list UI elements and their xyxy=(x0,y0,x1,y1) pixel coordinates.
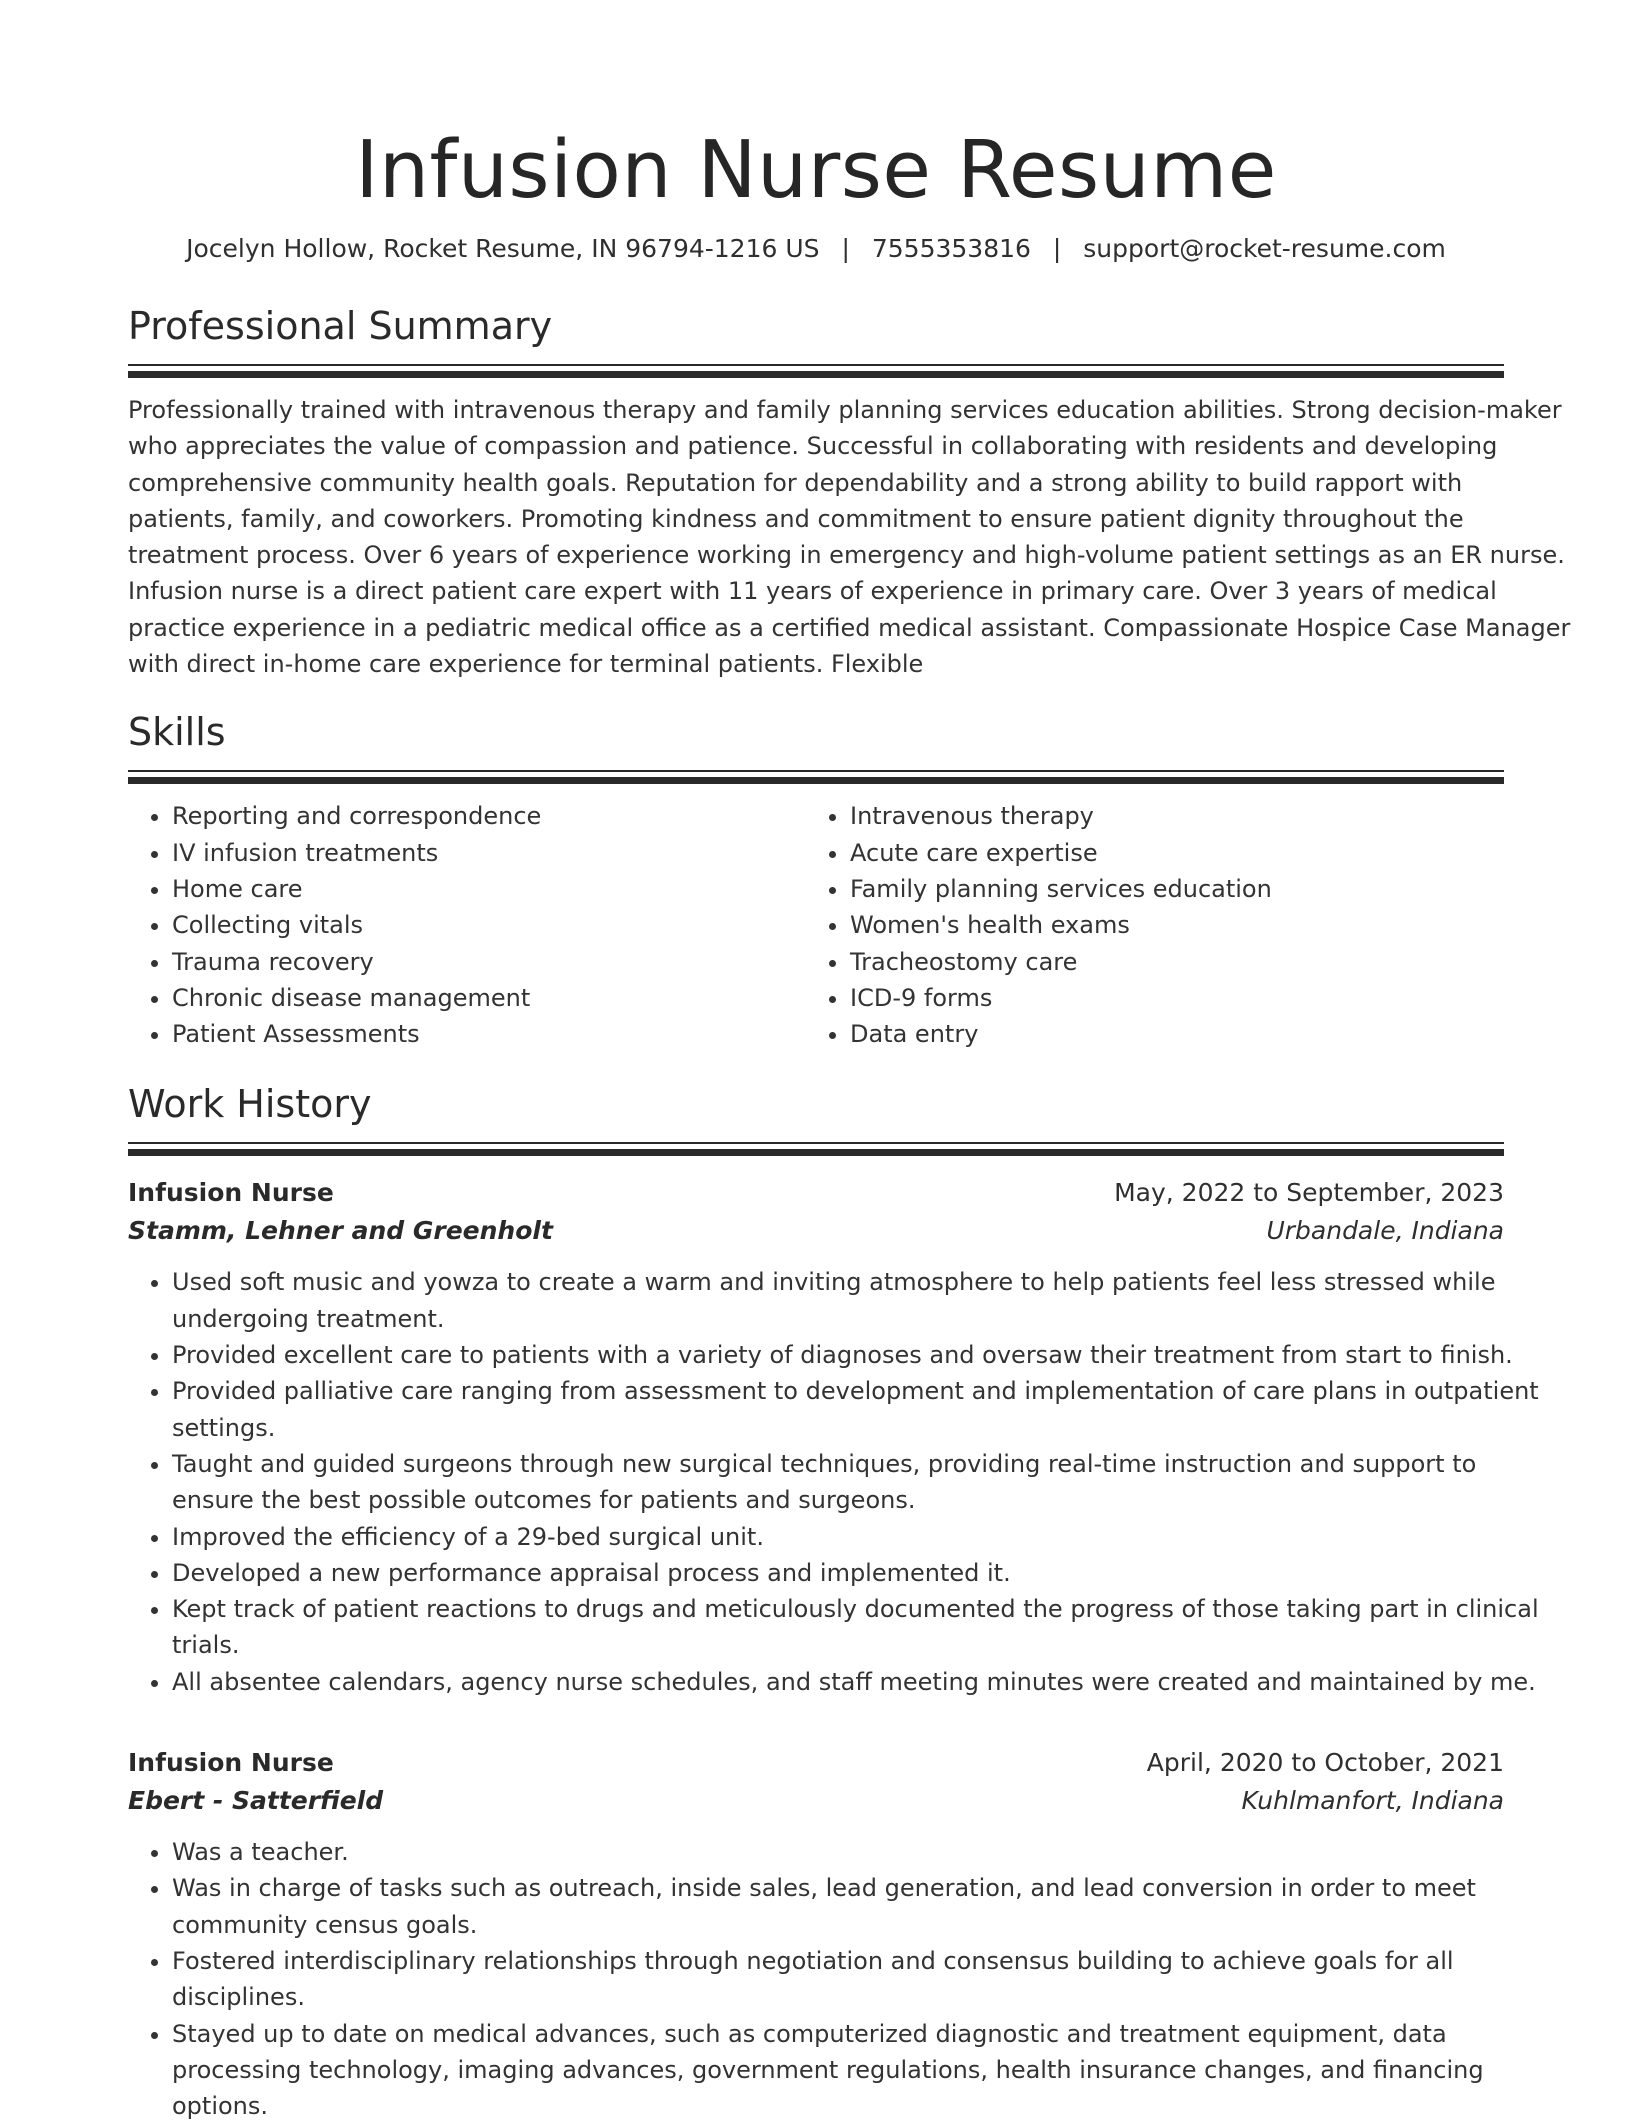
duty-line: ensure the best possible outcomes for patients and surgeons. xyxy=(172,1482,1504,1518)
summary-line: with direct in-home care experience for terminal patients. Flexible xyxy=(128,646,1504,682)
duty-line: • Fostered interdisciplinary relationships through negotiation and consensus building to achieve goals for all xyxy=(172,1943,1504,1979)
job-entry xyxy=(128,1174,1504,1700)
duty-line: community census goals. xyxy=(172,1907,1504,1943)
duty-line: • Taught and guided surgeons through new surgical techniques, providing real-time instruction and support to xyxy=(172,1446,1504,1482)
duty-line: undergoing treatment. xyxy=(172,1301,1504,1337)
job-entry xyxy=(128,1744,1504,2124)
summary-line: Infusion nurse is a direct patient care expert with 11 years of experience in primary care. Over 3 years of medical xyxy=(128,573,1504,609)
work-section xyxy=(128,1080,1504,2124)
section-divider xyxy=(128,1149,1504,1156)
job-company: Stamm, Lehner and Greenholt xyxy=(128,1212,553,1250)
job-dates: May, 2022 to September, 2023 xyxy=(1114,1174,1504,1212)
duty-line: • Improved the efficiency of a 29-bed surgical unit. xyxy=(172,1519,1504,1555)
section-divider xyxy=(128,770,1504,772)
contact-phone: 7555353816 xyxy=(872,234,1031,263)
summary-section xyxy=(128,302,1504,682)
duty-line: trials. xyxy=(172,1627,1504,1663)
duty-line: options. xyxy=(172,2088,1504,2124)
duty-line: • Used soft music and yowza to create a warm and inviting atmosphere to help patients feel less stressed while xyxy=(172,1264,1504,1300)
section-heading: Work History xyxy=(128,1080,1504,1128)
duty-item xyxy=(172,1519,1504,1555)
skill-item: • Home care xyxy=(172,871,806,907)
summary-line: who appreciates the value of compassion and patience. Successful in collaborating with residents and developing xyxy=(128,428,1504,464)
job-header-row xyxy=(128,1744,1504,1782)
summary-line: Professionally trained with intravenous therapy and family planning services education abilities. Strong decision-maker xyxy=(128,392,1504,428)
duty-line: • Was a teacher. xyxy=(172,1834,1504,1870)
skill-item: • Trauma recovery xyxy=(172,944,806,980)
duty-item xyxy=(172,1870,1504,1943)
job-subheader-row xyxy=(128,1782,1504,1820)
duty-line: processing technology, imaging advances, government regulations, health insurance changes, and financing xyxy=(172,2052,1504,2088)
duty-item xyxy=(172,1591,1504,1664)
duty-item xyxy=(172,1446,1504,1519)
duty-item xyxy=(172,1943,1504,2016)
duty-line: • Kept track of patient reactions to drugs and meticulously documented the progress of those taking part in clinical xyxy=(172,1591,1504,1627)
duty-item xyxy=(172,1337,1504,1373)
duty-line: settings. xyxy=(172,1410,1504,1446)
job-title: Infusion Nurse xyxy=(128,1744,334,1782)
duty-item xyxy=(172,2016,1504,2124)
job-location: Urbandale, Indiana xyxy=(1266,1212,1504,1250)
duty-line: • Developed a new performance appraisal process and implemented it. xyxy=(172,1555,1504,1591)
job-dates: April, 2020 to October, 2021 xyxy=(1147,1744,1504,1782)
job-title: Infusion Nurse xyxy=(128,1174,334,1212)
duty-item xyxy=(172,1664,1504,1700)
section-heading: Professional Summary xyxy=(128,302,1504,350)
skills-list-right xyxy=(806,798,1484,1052)
skill-item: • Family planning services education xyxy=(850,871,1484,907)
job-header-row xyxy=(128,1174,1504,1212)
section-divider xyxy=(128,1142,1504,1144)
duty-list xyxy=(128,1264,1504,1700)
skill-item: • Chronic disease management xyxy=(172,980,806,1016)
summary-line: comprehensive community health goals. Reputation for dependability and a strong ability to build rapport with xyxy=(128,465,1504,501)
job-location: Kuhlmanfort, Indiana xyxy=(1242,1782,1504,1820)
skill-item: • Reporting and correspondence xyxy=(172,798,806,834)
skill-item: • Collecting vitals xyxy=(172,907,806,943)
section-heading: Skills xyxy=(128,708,1504,756)
summary-paragraph xyxy=(128,392,1504,682)
contact-address: Jocelyn Hollow, Rocket Resume, IN 96794-1216 US xyxy=(186,234,819,263)
skill-item: • Patient Assessments xyxy=(172,1016,806,1052)
page-title: Infusion Nurse Resume xyxy=(128,0,1504,222)
resume-page xyxy=(128,0,1504,2124)
job-subheader-row xyxy=(128,1212,1504,1250)
duty-list xyxy=(128,1834,1504,2124)
duty-item xyxy=(172,1834,1504,1870)
skill-item: • ICD-9 forms xyxy=(850,980,1484,1016)
skills-list-left xyxy=(128,798,806,1052)
duty-line: • Provided palliative care ranging from assessment to development and implementation of care plans in outpatient xyxy=(172,1373,1504,1409)
contact-email: support@rocket-resume.com xyxy=(1083,234,1446,263)
skill-item: • Tracheostomy care xyxy=(850,944,1484,980)
summary-line: treatment process. Over 6 years of experience working in emergency and high-volume patient settings as an ER nurse. xyxy=(128,537,1504,573)
duty-item xyxy=(172,1555,1504,1591)
duty-line: • Provided excellent care to patients with a variety of diagnoses and oversaw their treatment from start to finish. xyxy=(172,1337,1504,1373)
skills-columns xyxy=(128,798,1504,1052)
skill-item: • IV infusion treatments xyxy=(172,835,806,871)
section-divider xyxy=(128,777,1504,784)
contact-separator: | xyxy=(841,232,849,266)
duty-item xyxy=(172,1264,1504,1337)
duty-line: • Was in charge of tasks such as outreach, inside sales, lead generation, and lead conversion in order to meet xyxy=(172,1870,1504,1906)
duty-line: • Stayed up to date on medical advances, such as computerized diagnostic and treatment equipment, data xyxy=(172,2016,1504,2052)
duty-line: disciplines. xyxy=(172,1979,1504,2015)
skills-section xyxy=(128,708,1504,1052)
job-list xyxy=(128,1174,1504,2124)
summary-line: practice experience in a pediatric medical office as a certified medical assistant. Compassionate Hospice Case Manager xyxy=(128,610,1504,646)
contact-line xyxy=(128,232,1504,266)
skill-item: • Intravenous therapy xyxy=(850,798,1484,834)
job-company: Ebert - Satterfield xyxy=(128,1782,383,1820)
skill-item: • Women's health exams xyxy=(850,907,1484,943)
summary-line: patients, family, and coworkers. Promoting kindness and commitment to ensure patient dignity throughout the xyxy=(128,501,1504,537)
skill-item: • Acute care expertise xyxy=(850,835,1484,871)
duty-line: • All absentee calendars, agency nurse schedules, and staff meeting minutes were created and maintained by me. xyxy=(172,1664,1504,1700)
skill-item: • Data entry xyxy=(850,1016,1484,1052)
contact-separator: | xyxy=(1053,232,1061,266)
duty-item xyxy=(172,1373,1504,1446)
section-divider xyxy=(128,371,1504,378)
section-divider xyxy=(128,364,1504,366)
